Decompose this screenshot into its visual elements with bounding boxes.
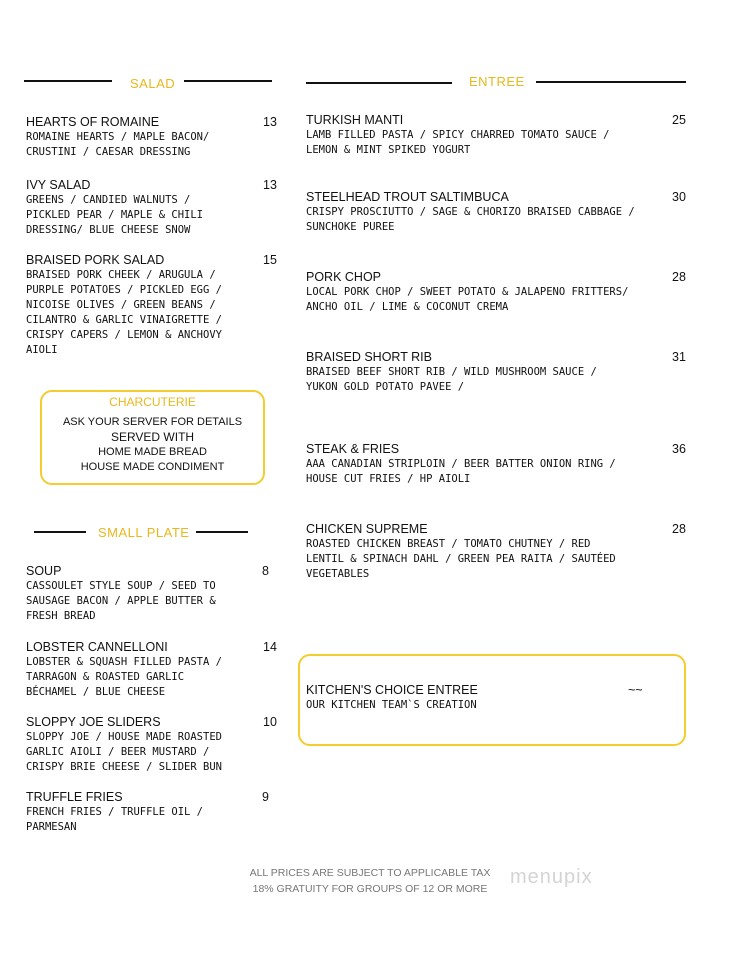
item-name: STEAK & FRIES: [306, 442, 400, 456]
charcuterie-line: HOME MADE BREAD: [98, 446, 207, 458]
item-description: LAMB FILLED PASTA / SPICY CHARRED TOMATO SAUCE / LEMON & MINT SPIKED YOGURT: [306, 129, 610, 156]
item-name: TURKISH MANTI: [306, 113, 404, 127]
item-price: 8: [262, 564, 269, 578]
menu-item: [26, 253, 222, 358]
item-name: CHICKEN SUPREME: [306, 522, 428, 536]
salad-rule-right: [184, 80, 272, 82]
item-description: CASSOULET STYLE SOUP / SEED TO SAUSAGE BACON / APPLE BUTTER & FRESH BREAD: [26, 580, 216, 622]
item-price: 13: [263, 115, 277, 129]
item-price: 9: [262, 790, 269, 804]
kitchen-choice-item: [306, 683, 478, 713]
item-name: IVY SALAD: [26, 178, 91, 192]
small-plate-rule-left: [34, 531, 86, 533]
item-price: 15: [263, 253, 277, 267]
item-name: SLOPPY JOE SLIDERS: [26, 715, 161, 729]
footer-tax-line: ALL PRICES ARE SUBJECT TO APPLICABLE TAX: [249, 867, 491, 879]
charcuterie-line: SERVED WITH: [110, 430, 195, 444]
menu-item: [26, 115, 209, 160]
menu-item: [26, 564, 216, 624]
item-description: BRAISED BEEF SHORT RIB / WILD MUSHROOM SAUCE / YUKON GOLD POTATO PAVEE /: [306, 366, 597, 393]
item-price: 13: [263, 178, 277, 192]
item-name: TRUFFLE FRIES: [26, 790, 123, 804]
item-name: KITCHEN'S CHOICE ENTREE: [306, 683, 478, 697]
menu-item: [26, 640, 222, 700]
menu-item: [306, 270, 628, 315]
item-price: 30: [672, 190, 686, 204]
charcuterie-box: [40, 390, 265, 485]
footer-notice: [230, 865, 510, 897]
footer-gratuity-line: 18% GRATUITY FOR GROUPS OF 12 OR MORE: [252, 883, 488, 895]
small-plate-rule-right: [196, 531, 248, 533]
item-price: 28: [672, 522, 686, 536]
item-description: CRISPY PROSCIUTTO / SAGE & CHORIZO BRAISED CABBAGE / SUNCHOKE PUREE: [306, 206, 635, 233]
item-name: STEELHEAD TROUT SALTIMBUCA: [306, 190, 509, 204]
menu-item: [306, 350, 597, 395]
menu-item: [26, 178, 203, 238]
item-description: LOBSTER & SQUASH FILLED PASTA / TARRAGON & ROASTED GARLIC BÉCHAMEL / BLUE CHEESE: [26, 656, 222, 698]
watermark-logo: menupix: [510, 866, 593, 888]
menu-item: [306, 442, 616, 487]
salad-heading: SALAD: [130, 76, 176, 91]
item-description: BRAISED PORK CHEEK / ARUGULA / PURPLE POTATOES / PICKLED EGG / NICOISE OLIVES / GREEN BEANS / CILANTRO & GARLIC VINAIGRETTE / CRISPY CAPERS / LEMON & ANCHOVY AIOLI: [26, 269, 222, 356]
menu-item: [306, 113, 609, 158]
item-description: GREENS / CANDIED WALNUTS / PICKLED PEAR / MAPLE & CHILI DRESSING/ BLUE CHEESE SNOW: [26, 194, 204, 236]
item-description: ROASTED CHICKEN BREAST / TOMATO CHUTNEY / RED LENTIL & SPINACH DAHL / GREEN PEA RAITA / SAUTÉED VEGETABLES: [306, 538, 616, 580]
item-price: 36: [672, 442, 686, 456]
item-price: 10: [263, 715, 277, 729]
item-description: SLOPPY JOE / HOUSE MADE ROASTED GARLIC AIOLI / BEER MUSTARD / CRISPY BRIE CHEESE / SLIDER BUN: [26, 731, 222, 773]
item-name: PORK CHOP: [306, 270, 382, 284]
item-price: 14: [263, 640, 277, 654]
salad-rule-left: [24, 80, 112, 82]
item-name: LOBSTER CANNELLONI: [26, 640, 168, 654]
item-price: 25: [672, 113, 686, 127]
entree-heading: ENTREE: [469, 74, 525, 89]
item-description: LOCAL PORK CHOP / SWEET POTATO & JALAPENO FRITTERS/ ANCHO OIL / LIME & COCONUT CREMA: [306, 286, 629, 313]
charcuterie-line: ASK YOUR SERVER FOR DETAILS: [62, 416, 243, 428]
item-price: ~~: [628, 683, 643, 697]
charcuterie-title: CHARCUTERIE: [109, 395, 196, 409]
item-name: SOUP: [26, 564, 62, 578]
item-description: AAA CANADIAN STRIPLOIN / BEER BATTER ONION RING / HOUSE CUT FRIES / HP AIOLI: [306, 458, 616, 485]
item-name: HEARTS OF ROMAINE: [26, 115, 160, 129]
menu-item: [306, 190, 635, 235]
item-description: FRENCH FRIES / TRUFFLE OIL / PARMESAN: [26, 806, 204, 833]
entree-rule-right: [536, 81, 686, 83]
menu-item: [26, 790, 203, 835]
item-price: 28: [672, 270, 686, 284]
small-plate-heading: SMALL PLATE: [98, 525, 190, 540]
menu-item: [26, 715, 222, 775]
item-description: OUR KITCHEN TEAM`S CREATION: [306, 699, 477, 711]
charcuterie-line: HOUSE MADE CONDIMENT: [80, 461, 225, 473]
item-price: 31: [672, 350, 686, 364]
item-description: ROMAINE HEARTS / MAPLE BACON/ CRUSTINI / CAESAR DRESSING: [26, 131, 210, 158]
item-name: BRAISED PORK SALAD: [26, 253, 165, 267]
entree-rule-left: [306, 82, 452, 84]
item-name: BRAISED SHORT RIB: [306, 350, 432, 364]
menu-item: [306, 522, 616, 582]
